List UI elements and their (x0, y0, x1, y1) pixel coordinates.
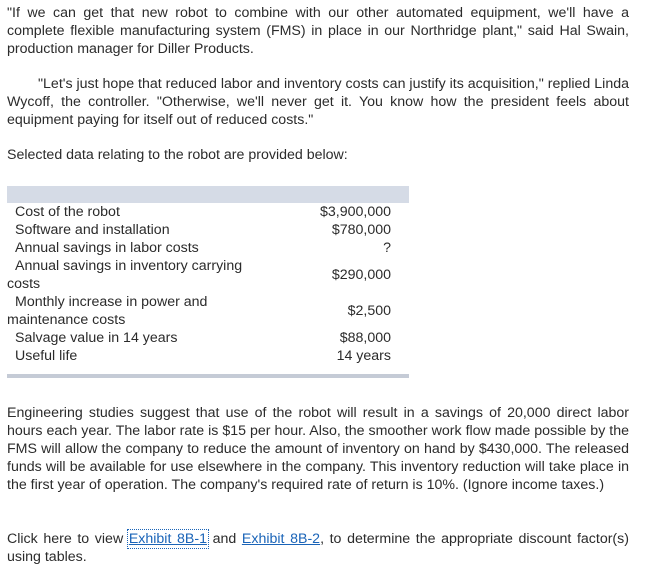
row-value: $2,500 (347, 303, 391, 319)
instruction-prefix: Click here to view (7, 531, 129, 547)
row-label: Salvage value in 14 years (15, 330, 178, 346)
row-value: $290,000 (331, 267, 391, 283)
table-header-bar (7, 186, 409, 203)
engineering-paragraph: Engineering studies suggest that use of the robot will result in a savings of 20,000 direct labor hours each year. The labor rate is $15 per hour. Also, the smoother work flow made possible by the FMS will allow the company to reduce the amount of inventory on hand by $430,000. The released funds will be available for use elsewhere in the company. This inventory reduction will take place in the first year of operation. The company's required rate of return is 10%. (Ignore income taxes.) (7, 405, 629, 493)
row-value: $780,000 (331, 222, 391, 238)
table-footer-bar (7, 374, 409, 378)
row-label: Cost of the robot (15, 204, 120, 220)
row-value: ? (383, 240, 391, 256)
row-value: 14 years (336, 348, 391, 364)
row-value: $3,900,000 (319, 204, 391, 220)
instruction-middle: and (206, 531, 242, 547)
problem-text (7, 4, 629, 164)
instruction-suffix: , to determine the appropriate discount factor(s) using tables. (7, 531, 629, 565)
exhibit-8b-1-link[interactable]: Exhibit 8B-1 (128, 531, 207, 547)
reply-paragraph: "Let's just hope that reduced labor and inventory costs can justify its acquisition," replied Linda Wycoff, the controller. "Otherwise, we'll never get it. You know how the president feels about equipment paying for itself out of reduced costs." (7, 76, 629, 128)
row-label: Useful life (15, 348, 78, 364)
exhibit-8b-2-link[interactable]: Exhibit 8B-2 (241, 531, 321, 547)
lead-in-paragraph: Selected data relating to the robot are provided below: (7, 147, 348, 163)
row-label: Monthly increase in power and maintenance costs (7, 294, 208, 328)
row-label: Software and installation (15, 222, 170, 238)
exhibit-instructions (7, 530, 629, 566)
robot-data-table (7, 186, 409, 378)
row-label: Annual savings in inventory carrying costs (7, 258, 243, 292)
row-value: $88,000 (339, 330, 391, 346)
intro-paragraph: "If we can get that new robot to combine with our other automated equipment, we'll have a complete flexible manufacturing system (FMS) in place in our Northridge plant," said Hal Swain, production manager for Diller Products. (7, 5, 629, 57)
row-label: Annual savings in labor costs (15, 240, 199, 256)
